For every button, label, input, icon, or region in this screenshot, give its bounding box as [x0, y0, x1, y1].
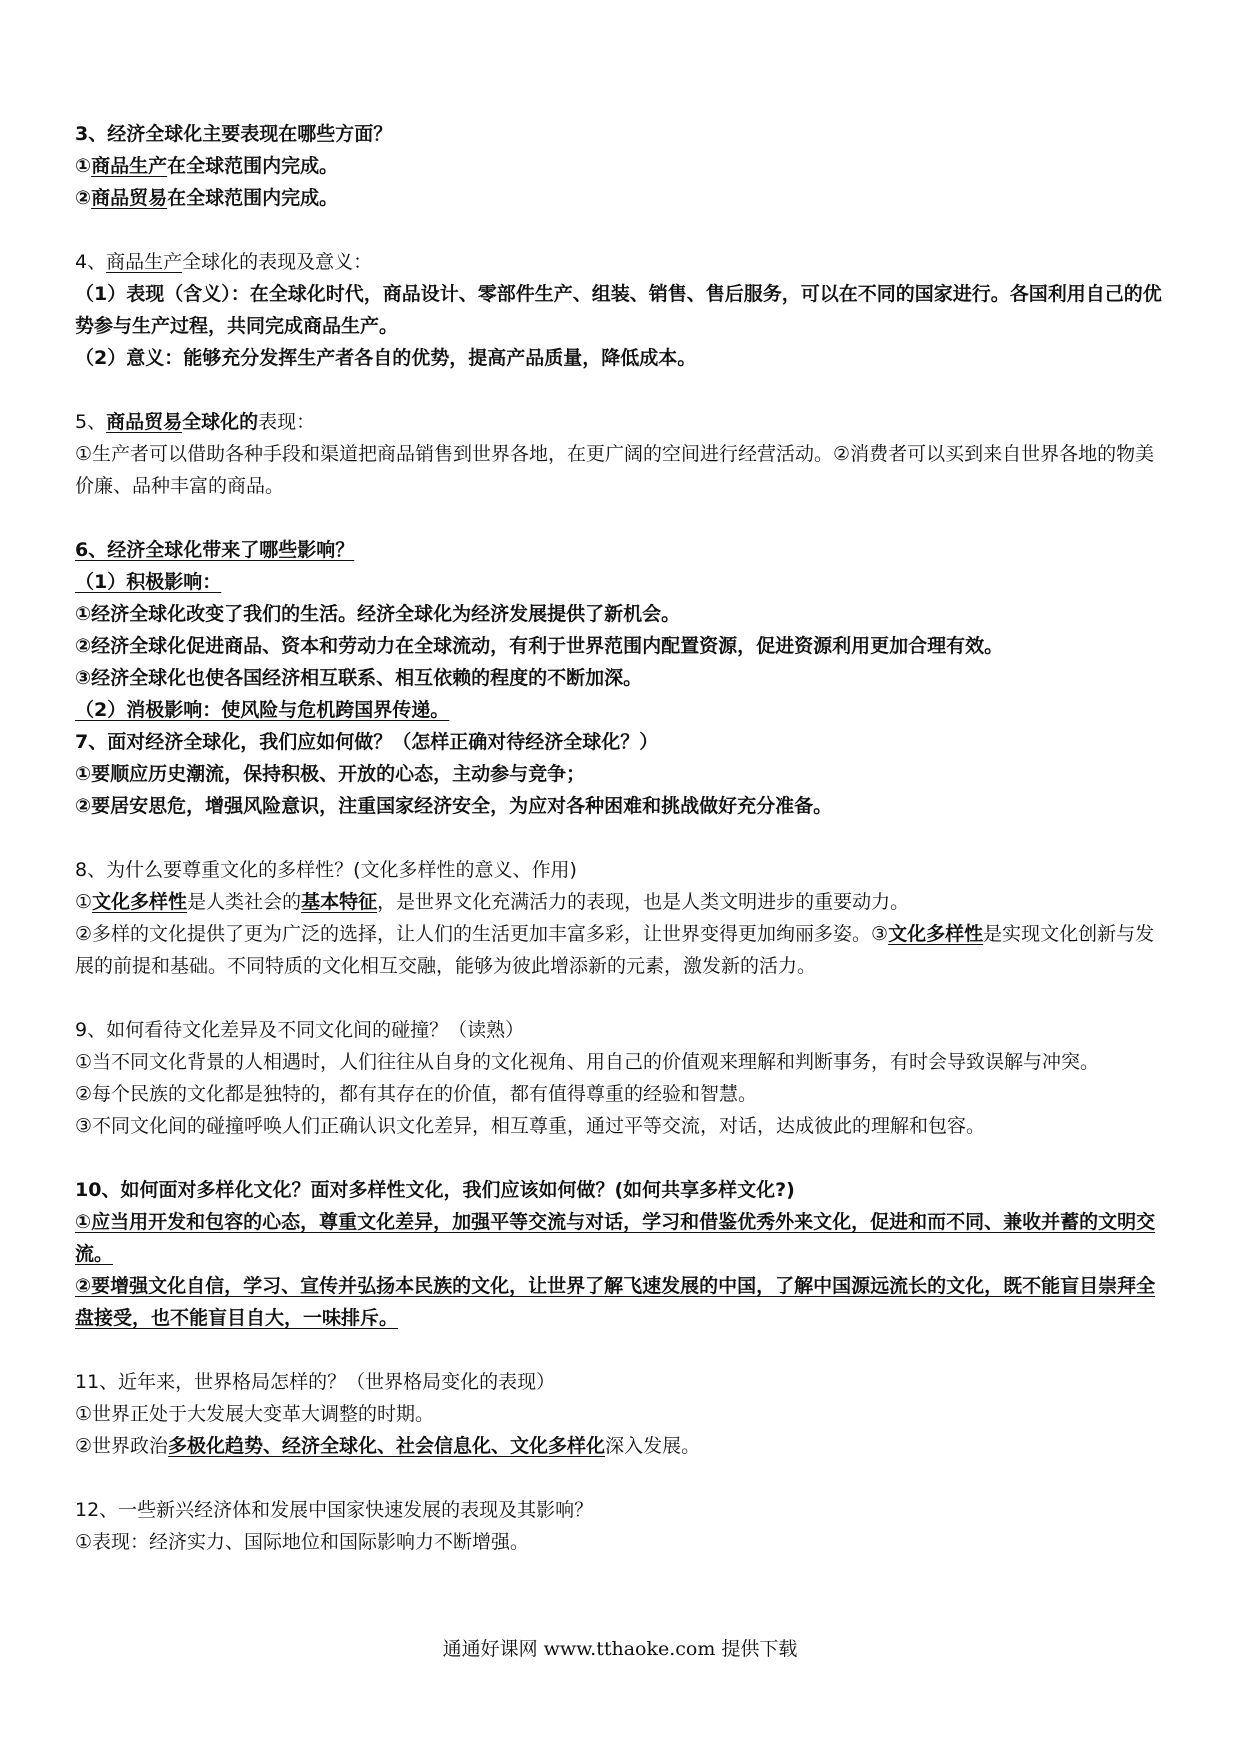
- question-3-text: 3、经济全球化主要表现在哪些方面？: [75, 123, 393, 145]
- keyword-underlined: 商品贸易: [91, 187, 168, 209]
- page-footer: 通通好课网 www.tthaoke.com 提供下载: [442, 1638, 798, 1660]
- answer-9-3: ③不同文化间的碰撞呼唤人们正确认识文化差异，相互尊重，通过平等交流，对话，达成彼此的理解和包容。: [75, 1115, 986, 1137]
- marker: ②: [75, 187, 92, 209]
- answer-10-2-text: ②要增强文化自信，学习、宣传并弘扬本民族的文化，让世界了解飞速发展的中国，了解中国源远流长的文化，既不能盲目崇拜全盘接受，也不能盲目自大，一味排斥。: [75, 1275, 1156, 1329]
- answer-7-2: ②要居安思危，增强风险意识，注重国家经济安全，为应对各种困难和挑战做好充分准备。: [75, 795, 833, 817]
- heading-negative-text: （2）消极影响：使风险与危机跨国界传递。: [75, 699, 450, 721]
- keyword-underlined: 文化多样性: [888, 923, 984, 945]
- question-number: 4、: [75, 251, 107, 273]
- answer-3-2: [75, 182, 1170, 214]
- answer-9-1: ①当不同文化背景的人相遇时，人们往往从自身的文化视角、用自己的价值观来理解和判断事务，有时会导致误解与冲突。: [75, 1051, 1100, 1073]
- heading-positive-text: （1）积极影响：: [75, 571, 222, 593]
- section-8: [75, 854, 1170, 982]
- answer-text: 在全球范围内完成。: [167, 187, 339, 209]
- question-text: 表现：: [258, 411, 316, 433]
- heading-negative: [75, 694, 1170, 726]
- section-11: [75, 1366, 1170, 1462]
- section-7: [75, 726, 1170, 822]
- answer-text: 是实现文化创新与发展的前提和基础。不同特质的文化相互交融，能够为彼此增添新的元素，激发新的活力。: [75, 923, 1155, 977]
- question-11: 11、近年来，世界格局怎样的？（世界格局变化的表现）: [75, 1371, 556, 1393]
- keyword-underlined: 基本特征: [301, 891, 378, 913]
- answer-text: 在全球范围内完成。: [167, 155, 339, 177]
- question-10: 10、如何面对多样化文化？面对多样性文化，我们应该如何做？(如何共享多样文化?): [75, 1179, 795, 1201]
- question-3: [75, 118, 1170, 150]
- answer-7-1: ①要顺应历史潮流，保持积极、开放的心态，主动参与竞争；: [75, 763, 586, 785]
- section-10: [75, 1174, 1170, 1334]
- keyword-underlined: 商品贸易: [106, 411, 183, 433]
- answer-4-1: （1）表现（含义）：在全球化时代，商品设计、零部件生产、组装、销售、售后服务，可以在不同的国家进行。各国利用自己的优势参与生产过程，共同完成商品生产。: [75, 283, 1162, 337]
- answer-10-2: [75, 1270, 1170, 1334]
- section-9: [75, 1014, 1170, 1142]
- answer-6-2: ②经济全球化促进商品、资本和劳动力在全球流动，有利于世界范围内配置资源，促进资源利用更加合理有效。: [75, 635, 1004, 657]
- question-6: [75, 534, 1170, 566]
- question-8: 8、为什么要尊重文化的多样性？(文化多样性的意义、作用): [75, 859, 577, 881]
- section-3: [75, 118, 1170, 214]
- answer-text: 是人类社会的: [187, 891, 302, 913]
- answer-text: 深入发展。: [605, 1435, 701, 1457]
- question-text: 全球化的表现及意义：: [182, 251, 373, 273]
- answer-6-1: ①经济全球化改变了我们的生活。经济全球化为经济发展提供了新机会。: [75, 603, 681, 625]
- answer-text: ，是世界文化充满活力的表现，也是人类文明进步的重要动力。: [377, 891, 910, 913]
- answer-6-3: ③经济全球化也使各国经济相互联系、相互依赖的程度的不断加深。: [75, 667, 643, 689]
- keyword-underlined: 商品生产: [91, 155, 168, 177]
- heading-positive: [75, 566, 1170, 598]
- question-number: 5、: [75, 411, 107, 433]
- marker: ①: [75, 155, 92, 177]
- document-body: [75, 118, 1170, 1558]
- answer-3-1: [75, 150, 1170, 182]
- answer-8-1: [75, 886, 1170, 918]
- section-5: [75, 406, 1170, 502]
- answer-text: ②世界政治: [75, 1435, 169, 1457]
- question-7: 7、面对经济全球化，我们应如何做？（怎样正确对待经济全球化？）: [75, 731, 659, 753]
- answer-text: ②多样的文化提供了更为广泛的选择，让人们的生活更加丰富多彩，让世界变得更加绚丽多姿。③: [75, 923, 889, 945]
- answer-9-2: ②每个民族的文化都是独特的，都有其存在的价值，都有值得尊重的经验和智慧。: [75, 1083, 758, 1105]
- answer-11-2: [75, 1430, 1170, 1462]
- question-6-text: 6、经济全球化带来了哪些影响？: [75, 539, 355, 561]
- section-6: [75, 534, 1170, 726]
- keyword-underlined: 多极化趋势、经济全球化、社会信息化、文化多样化: [168, 1435, 606, 1457]
- keyword-underlined: 商品生产: [106, 251, 183, 273]
- answer-4-2: （2）意义：能够充分发挥生产者各自的优势，提高产品质量，降低成本。: [75, 347, 697, 369]
- answer-12-1: ①表现：经济实力、国际地位和国际影响力不断增强。: [75, 1531, 530, 1553]
- answer-8-2: [75, 918, 1170, 982]
- answer-10-1: [75, 1206, 1170, 1270]
- marker: ①: [75, 891, 93, 913]
- keyword-underlined: 文化多样性: [92, 891, 188, 913]
- answer-10-1-text: ①应当用开发和包容的心态，尊重文化差异，加强平等交流与对话，学习和借鉴优秀外来文化，促进和而不同、兼收并蓄的文明交流。: [75, 1211, 1156, 1265]
- section-12: [75, 1494, 1170, 1558]
- answer-11-1: ①世界正处于大发展大变革大调整的时期。: [75, 1403, 435, 1425]
- question-4: [75, 246, 1170, 278]
- section-4: [75, 246, 1170, 374]
- question-9: 9、如何看待文化差异及不同文化间的碰撞？（读熟）: [75, 1019, 525, 1041]
- question-12: 12、一些新兴经济体和发展中国家快速发展的表现及其影响？: [75, 1499, 594, 1521]
- answer-5: ①生产者可以借助各种手段和渠道把商品销售到世界各地，在更广阔的空间进行经营活动。②消费者可以买到来自世界各地的物美价廉、品种丰富的商品。: [75, 443, 1155, 497]
- question-text-bold: 全球化的: [182, 411, 259, 433]
- question-5: [75, 406, 1170, 438]
